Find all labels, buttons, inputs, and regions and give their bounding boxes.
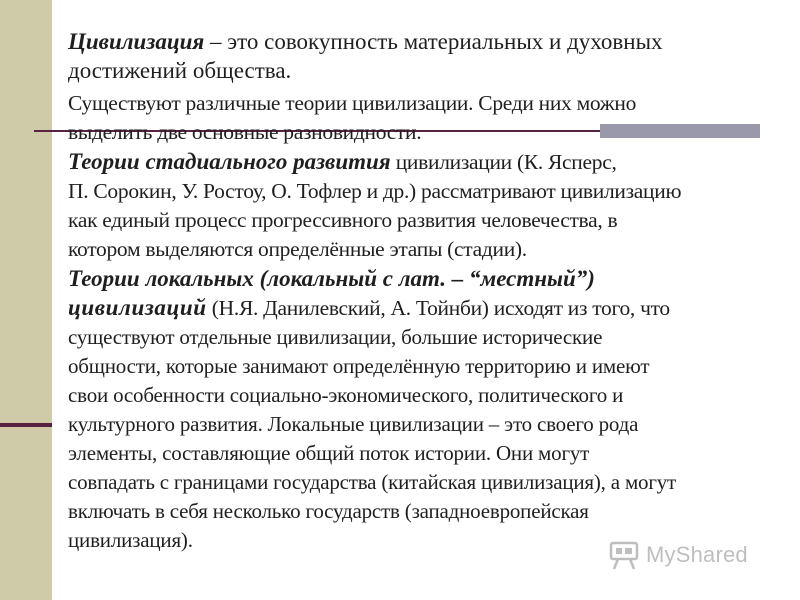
definition-text: – это совокупность материальных и духовных: [204, 29, 663, 54]
myshared-watermark: [608, 538, 758, 572]
definition-line-1: [68, 27, 794, 56]
slide-text: [68, 27, 794, 555]
local-theory-line-8: совпадать с границами государства (китайская цивилизация), а могут: [68, 470, 677, 494]
intro-line-1: Существуют различные теории цивилизации. Среди них можно: [68, 91, 637, 115]
term-local-civilizations: цивилизаций: [68, 295, 207, 320]
local-theory-line-9: включать в себя несколько государств (западноевропейская: [68, 499, 589, 523]
intro-line-2: выделить две основные разновидности.: [68, 120, 422, 144]
stage-theory-line-2: П. Сорокин, У. Ростоу, О. Тофлер и др.) рассматривают цивилизацию: [68, 179, 682, 203]
stage-theory-line-4: котором выделяются определённые этапы (стадии).: [68, 237, 527, 261]
side-decoration-bar: [0, 0, 52, 600]
local-theory-line-1: Теории локальных (локальный с лат. – “местный”): [68, 266, 595, 291]
myshared-logo-icon: [608, 539, 642, 571]
side-accent-line: [0, 423, 52, 427]
local-theory-line-5: свои особенности социально-экономического, политического и: [68, 383, 624, 407]
watermark-text: MyShared: [646, 542, 748, 567]
local-theory-line-3: существуют отдельные цивилизации, большие исторические: [68, 325, 603, 349]
local-theory-text: (Н.Я. Данилевский, А. Тойнби) исходят из того, что: [206, 296, 670, 320]
local-theory-line-4: общности, которые занимают определённую территорию и имеют: [68, 354, 650, 378]
term-stage-theories: Теории стадиального развития: [68, 149, 391, 174]
stage-theory-text: цивилизации (К. Ясперс,: [390, 150, 617, 174]
local-theory-line-6: культурного развития. Локальные цивилизации – это своего рода: [68, 412, 639, 436]
stage-theory-line-3: как единый процесс прогрессивного развития человечества, в: [68, 208, 618, 232]
local-theory-line-7: элементы, составляющие общий поток истории. Они могут: [68, 441, 590, 465]
local-theory-line-10: цивилизация).: [68, 528, 193, 552]
term-civilization: Цивилизация: [68, 29, 205, 54]
local-theory-line-2: [68, 293, 794, 323]
stage-theory-line-1: [68, 147, 794, 177]
definition-line-2: достижений общества.: [68, 58, 292, 83]
